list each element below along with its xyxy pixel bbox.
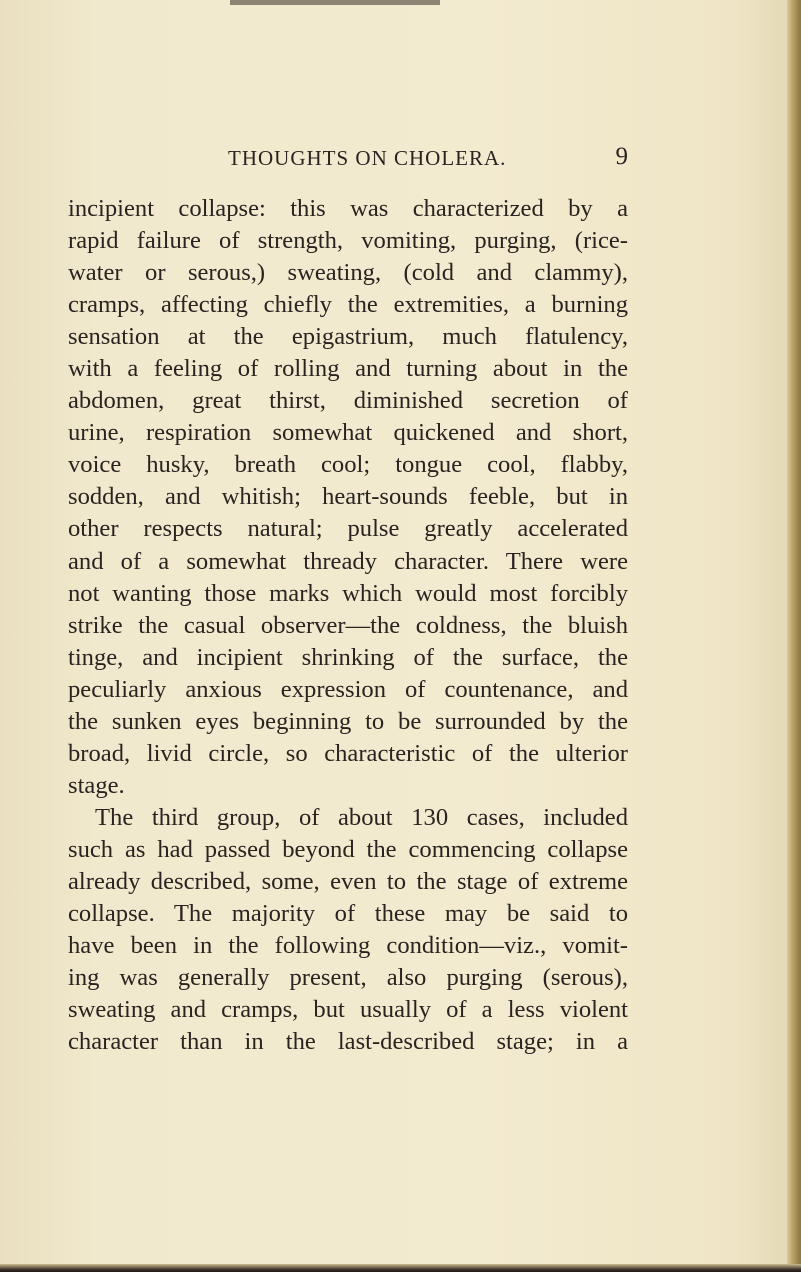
text-line: sodden, and whitish; heart-sounds feeble, but in [68,483,628,511]
text-line: sweating and cramps, but usually of a less violent [68,996,628,1024]
text-line: abdomen, great thirst, diminished secretion of [68,387,628,415]
text-line: water or serous,) sweating, (cold and clammy), [68,259,628,287]
text-line: other respects natural; pulse greatly accelerated [68,515,628,543]
text-line: cramps, affecting chiefly the extremities, a burning [68,291,628,319]
text-line: broad, livid circle, so characteristic of the ulterior [68,739,628,767]
text-line: with a feeling of rolling and turning about in the [68,355,628,383]
text-line: urine, respiration somewhat quickened and short, [68,419,628,447]
text-line: and of a somewhat thready character. There were [68,547,628,575]
text-line: sensation at the epigastrium, much flatulency, [68,323,628,351]
text-line: such as had passed beyond the commencing collapse [68,835,628,863]
running-title: THOUGHTS ON CHOLERA. [228,146,507,170]
text-line: voice husky, breath cool; tongue cool, flabby, [68,451,628,479]
text-line: character than in the last-described stage; in a [68,1028,628,1056]
bottom-edge-shadow [0,1264,801,1272]
text-line: peculiarly anxious expression of countenance, and [68,675,628,703]
text-line: rapid failure of strength, vomiting, purging, (rice- [68,227,628,255]
text-line: incipient collapse: this was characterized by a [68,195,628,222]
text-line: ing was generally present, also purging (serous), [68,964,628,992]
text-line: The third group, of about 130 cases, included [95,803,628,831]
page-number: 9 [615,143,628,170]
text-line: tinge, and incipient shrinking of the surface, the [68,643,628,671]
text-line: have been in the following condition—viz., vomit- [68,932,628,960]
text-line: already described, some, even to the stage of extreme [68,867,628,895]
text-line: collapse. The majority of these may be said to [68,900,628,928]
text-line: not wanting those marks which would most forcibly [68,579,628,607]
text-line: strike the casual observer—the coldness, the bluish [68,611,628,639]
top-edge-mark [230,0,440,5]
page-edge-shadow [787,0,801,1272]
body-text [68,193,628,1058]
text-line: stage. [68,771,125,799]
text-line: the sunken eyes beginning to be surrounded by the [68,707,628,735]
page-header [68,143,628,176]
